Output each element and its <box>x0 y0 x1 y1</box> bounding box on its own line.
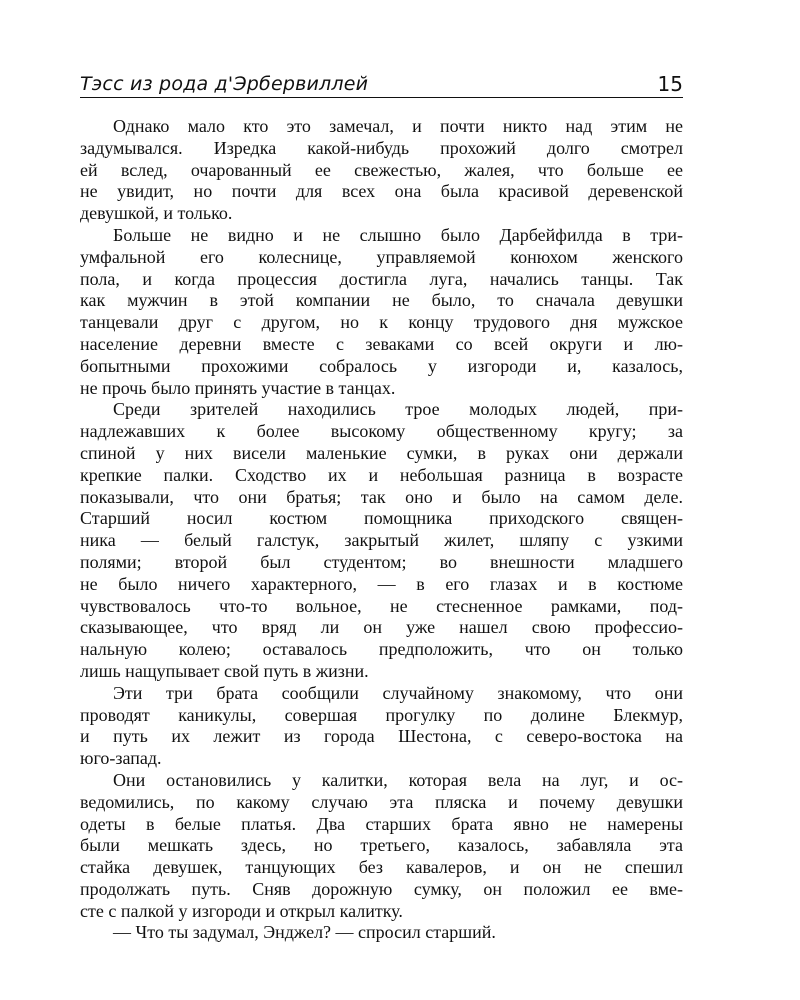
paragraph <box>80 225 683 399</box>
text-line: задумывался. Изредка какой-нибудь прохожий долго смотрел <box>80 137 683 158</box>
text-line: ей вслед, очарованный ее свежестью, жалея, что больше ее <box>80 159 683 180</box>
text-line: Старший носил костюм помощника приходского священ- <box>80 508 683 529</box>
paragraph <box>80 683 683 770</box>
text-line: юго-запад. <box>80 748 162 769</box>
text-line: продолжать путь. Сняв дорожную сумку, он положил ее вме- <box>80 878 683 899</box>
text-line: не увидит, но почти для всех она была красивой деревенской <box>80 181 683 202</box>
text-line: ведомились, по какому случаю эта пляска и почему девушки <box>80 791 683 812</box>
text-line: ника — белый галстук, закрытый жилет, шляпу с узкими <box>80 530 683 551</box>
text-line: проводят каникулы, совершая прогулку по долине Блекмур, <box>80 704 683 725</box>
text-line: крепкие палки. Сходство их и небольшая разница в возрасте <box>80 464 683 485</box>
running-title: Тэсс из рода д'Эрбервиллей <box>80 73 369 95</box>
page-number: 15 <box>657 72 683 96</box>
text-line: не прочь было принять участие в танцах. <box>80 377 396 398</box>
text-line: спиной у них висели маленькие сумки, в руках они держали <box>80 442 683 463</box>
text-line: как мужчин в этой компании не было, то сначала девушки <box>80 290 683 311</box>
text-line: танцевали друг с другом, но к концу трудового дня мужское <box>80 312 683 333</box>
text-line: показывали, что они братья; так оно и было на самом деле. <box>80 486 683 507</box>
text-line: надлежавших к более высокому общественному кругу; за <box>80 421 683 442</box>
text-line: были мешкать здесь, но третьего, казалось, забавляла эта <box>80 835 683 856</box>
header-rule <box>80 97 683 98</box>
text-line: одеты в белые платья. Два старших брата явно не намерены <box>80 813 683 834</box>
text-line: сте с палкой у изгороди и открыл калитку. <box>80 900 403 921</box>
text-line: нальную колею; оставалось предположить, что он только <box>80 639 683 660</box>
text-line: Эти три брата сообщили случайному знакомому, что они <box>113 682 683 703</box>
text-line: умфальной его колеснице, управляемой конюхом женского <box>80 246 683 267</box>
text-line: — Что ты задумал, Энджел? — спросил старший. <box>113 922 496 943</box>
text-line: стайка девушек, танцующих без кавалеров, и он не спешил <box>80 857 683 878</box>
running-head <box>80 70 683 98</box>
text-line: сказывающее, что вряд ли он уже нашел свою профессио- <box>80 617 683 638</box>
paragraph <box>80 399 683 682</box>
body-text <box>80 116 683 944</box>
text-line: Среди зрителей находились трое молодых людей, при- <box>113 399 683 420</box>
text-line: бопытными прохожими собралось у изгороди и, казалось, <box>80 355 683 376</box>
text-line: и путь их лежит из города Шестона, с северо-востока на <box>80 726 683 747</box>
text-line: Однако мало кто это замечал, и почти никто над этим не <box>113 116 683 136</box>
paragraph <box>80 770 683 923</box>
text-line: полями; второй был студентом; во внешности младшего <box>80 551 683 572</box>
text-line: пола, и когда процессия достигла луга, начались танцы. Так <box>80 268 683 289</box>
paragraph <box>80 116 683 225</box>
text-line: население деревни вместе с зеваками со всей округи и лю- <box>80 333 683 354</box>
text-line: не было ничего характерного, — в его глазах и в костюме <box>80 573 683 594</box>
text-line: девушкой, и только. <box>80 203 233 224</box>
text-line: Больше не видно и не слышно было Дарбейфилда в три- <box>113 224 683 245</box>
paragraph <box>80 922 683 944</box>
text-line: чувствовалось что-то вольное, не стесненное рамками, под- <box>80 595 683 616</box>
text-line: лишь нащупывает свой путь в жизни. <box>80 660 369 681</box>
text-line: Они остановились у калитки, которая вела на луг, и ос- <box>113 769 683 790</box>
